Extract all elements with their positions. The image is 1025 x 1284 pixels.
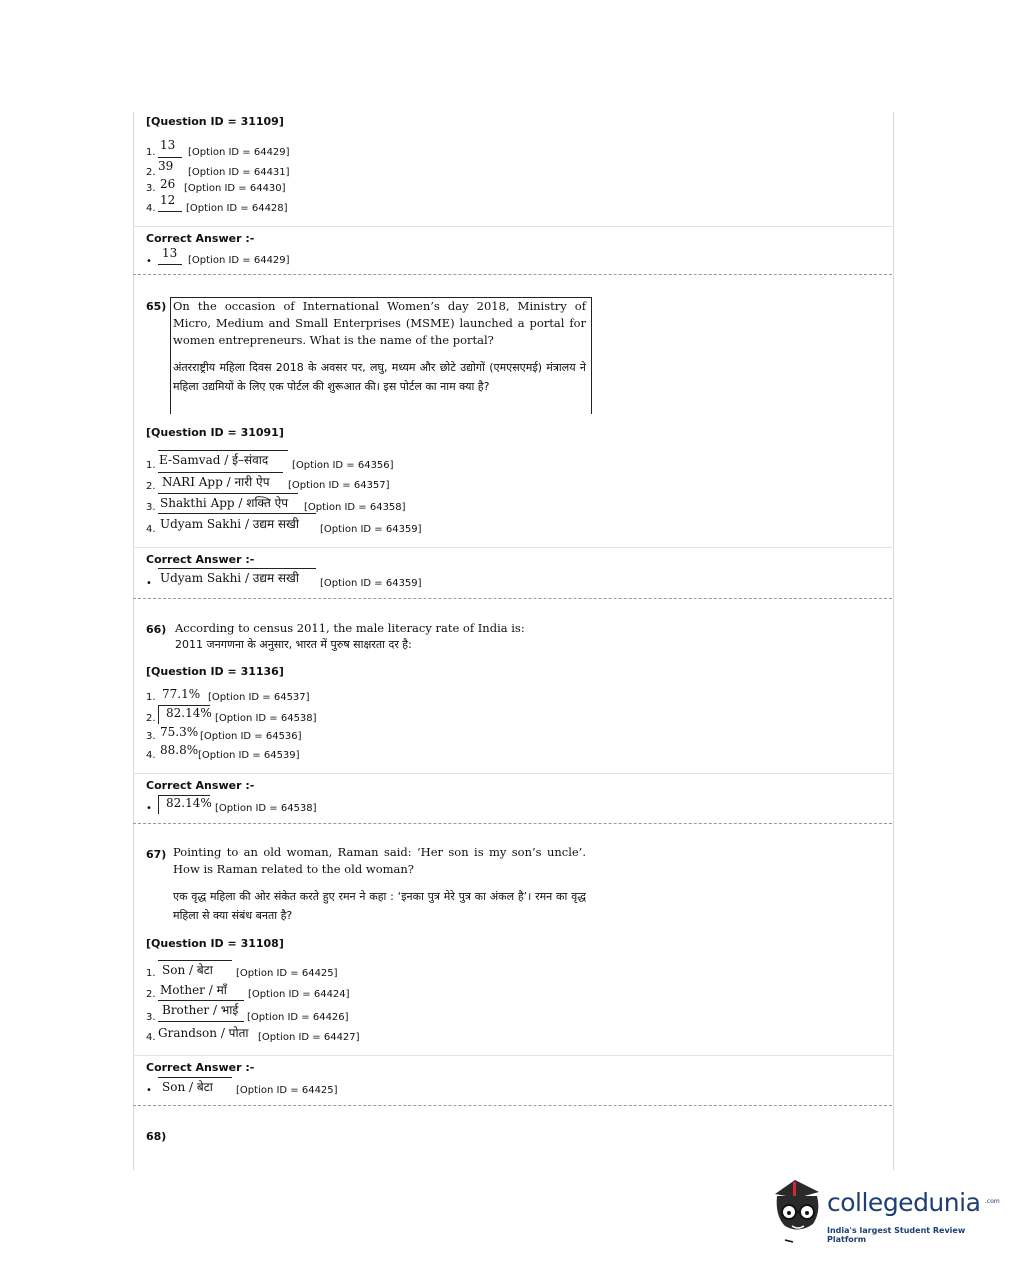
question-text-english: According to census 2011, the male literacy rate of India is: [175,621,525,635]
correct-answer-label: Correct Answer :- [146,232,255,245]
option-number: 1. [146,460,156,471]
option-number: 3. [146,183,156,194]
option-value: 12 [160,193,176,207]
fraction-line [158,157,182,158]
correct-answer-option-id: [Option ID = 64429] [188,255,290,266]
option-number: 1. [146,147,156,158]
correct-answer-option-id: [Option ID = 64359] [320,578,422,589]
option-value: 77.1% [162,687,201,701]
option-id: [Option ID = 64536] [200,731,302,742]
option-number: 3. [146,731,156,742]
question-number: 68) [146,1130,167,1143]
divider [133,226,892,227]
correct-answer-value: Udyam Sakhi / उद्यम सखी [160,571,299,585]
question-text-english: Pointing to an old woman, Raman said: ‘Her son is my son’s uncle’. How is Raman related to the old woman? [173,845,586,876]
question-number: 65) [146,300,167,313]
option-id: [Option ID = 64425] [236,968,338,979]
option-id: [Option ID = 64428] [186,203,288,214]
question-number: 66) [146,623,167,636]
collegedunia-logo [765,1176,1000,1246]
option-id: [Option ID = 64430] [184,183,286,194]
option-value: Udyam Sakhi / उद्यम सखी [160,517,299,531]
correct-answer-label: Correct Answer :- [146,779,255,792]
divider [133,547,892,548]
question-id-31109: [Question ID = 31109] [146,115,284,128]
option-value: Shakthi App / शक्ति ऐप [160,496,289,510]
option-id: [Option ID = 64539] [198,750,300,761]
option-box-line [158,795,159,814]
option-number: 4. [146,750,156,761]
question-text-english: On the occasion of International Women’s day 2018, Ministry of Micro, Medium and Small Enterprises (MSME) launched a portal for women entrepreneurs. What is the name of the portal? [173,299,586,347]
option-value: Grandson / पोता [158,1026,249,1040]
bullet: • [146,1085,152,1096]
question-separator [133,823,892,824]
divider [133,1055,892,1056]
option-number: 2. [146,481,156,492]
mascot-icon [765,1176,827,1246]
option-id: [Option ID = 64358] [304,502,406,513]
divider [133,773,892,774]
option-number: 4. [146,524,156,535]
question-text-hindi: एक वृद्ध महिला की ओर संकेत करते हुए रमन ने कहा : ‘इनका पुत्र मेरे पुत्र का अंकल है’। रमन का वृद्ध महिला से क्या संबंध बनता है? [173,890,586,922]
option-box-line [158,1021,244,1022]
fraction-line [158,264,182,265]
option-number: 2. [146,713,156,724]
correct-answer-label: Correct Answer :- [146,553,255,566]
option-value: 13 [160,138,176,152]
option-id: [Option ID = 64429] [188,147,290,158]
option-box-line [158,513,316,514]
question-text-hindi: अंतरराष्ट्रीय महिला दिवस 2018 के अवसर पर, लघु, मध्यम और छोटे उद्योगों (एमएसएमई) मंत्रालय ने महिला उद्यमियों के लिए एक पोर्टल की शुरूआत की। इस पोर्टल का नाम क्या है? [173,361,586,393]
option-value: 39 [158,159,174,173]
option-box-line [158,705,159,724]
option-id: [Option ID = 64424] [248,989,350,1000]
option-number: 1. [146,692,156,703]
option-value: Son / बेटा [162,963,213,977]
option-value: 75.3% [160,725,199,739]
correct-answer-value: 82.14% [166,796,212,810]
option-number: 4. [146,1032,156,1043]
question-separator [133,1105,892,1106]
option-id: [Option ID = 64356] [292,460,394,471]
logo-suffix: .com [985,1198,1000,1205]
logo-wordmark: collegedunia [827,1188,981,1217]
option-id: [Option ID = 64357] [288,480,390,491]
bullet: • [146,803,152,814]
question-id-31136: [Question ID = 31136] [146,665,284,678]
question-id-31091: [Question ID = 31091] [146,426,284,439]
option-number: 3. [146,1012,156,1023]
option-id: [Option ID = 64359] [320,524,422,535]
question-text-hindi: 2011 जनगणना के अनुसार, भारत में पुरुष साक्षरता दर है: [175,638,412,651]
correct-answer-value: 13 [162,246,178,260]
correct-answer-option-id: [Option ID = 64425] [236,1085,338,1096]
question-number: 67) [146,848,167,861]
correct-answer-label: Correct Answer :- [146,1061,255,1074]
bullet: • [146,578,152,589]
option-number: 2. [146,989,156,1000]
option-number: 2. [146,167,156,178]
question-separator [133,598,892,599]
fraction-line [158,211,182,212]
option-id: [Option ID = 64431] [188,167,290,178]
bullet: • [146,256,152,267]
logo-tagline: India's largest Student Review Platform [827,1226,966,1244]
option-number: 3. [146,502,156,513]
option-value: 26 [160,177,176,191]
option-value: NARI App / नारी ऐप [162,475,270,489]
option-id: [Option ID = 64538] [215,713,317,724]
option-number: 1. [146,968,156,979]
question-separator [133,274,892,275]
option-value: 88.8% [160,743,199,757]
correct-answer-option-id: [Option ID = 64538] [215,803,317,814]
correct-answer-value: Son / बेटा [162,1080,213,1094]
option-value: E-Samvad / ई–संवाद [159,453,269,467]
option-number: 4. [146,203,156,214]
option-value: Mother / माँ [160,983,227,997]
option-id: [Option ID = 64537] [208,692,310,703]
option-id: [Option ID = 64427] [258,1032,360,1043]
option-value: 82.14% [166,706,212,720]
question-id-31108: [Question ID = 31108] [146,937,284,950]
option-value: Brother / भाई [162,1003,239,1017]
option-id: [Option ID = 64426] [247,1012,349,1023]
